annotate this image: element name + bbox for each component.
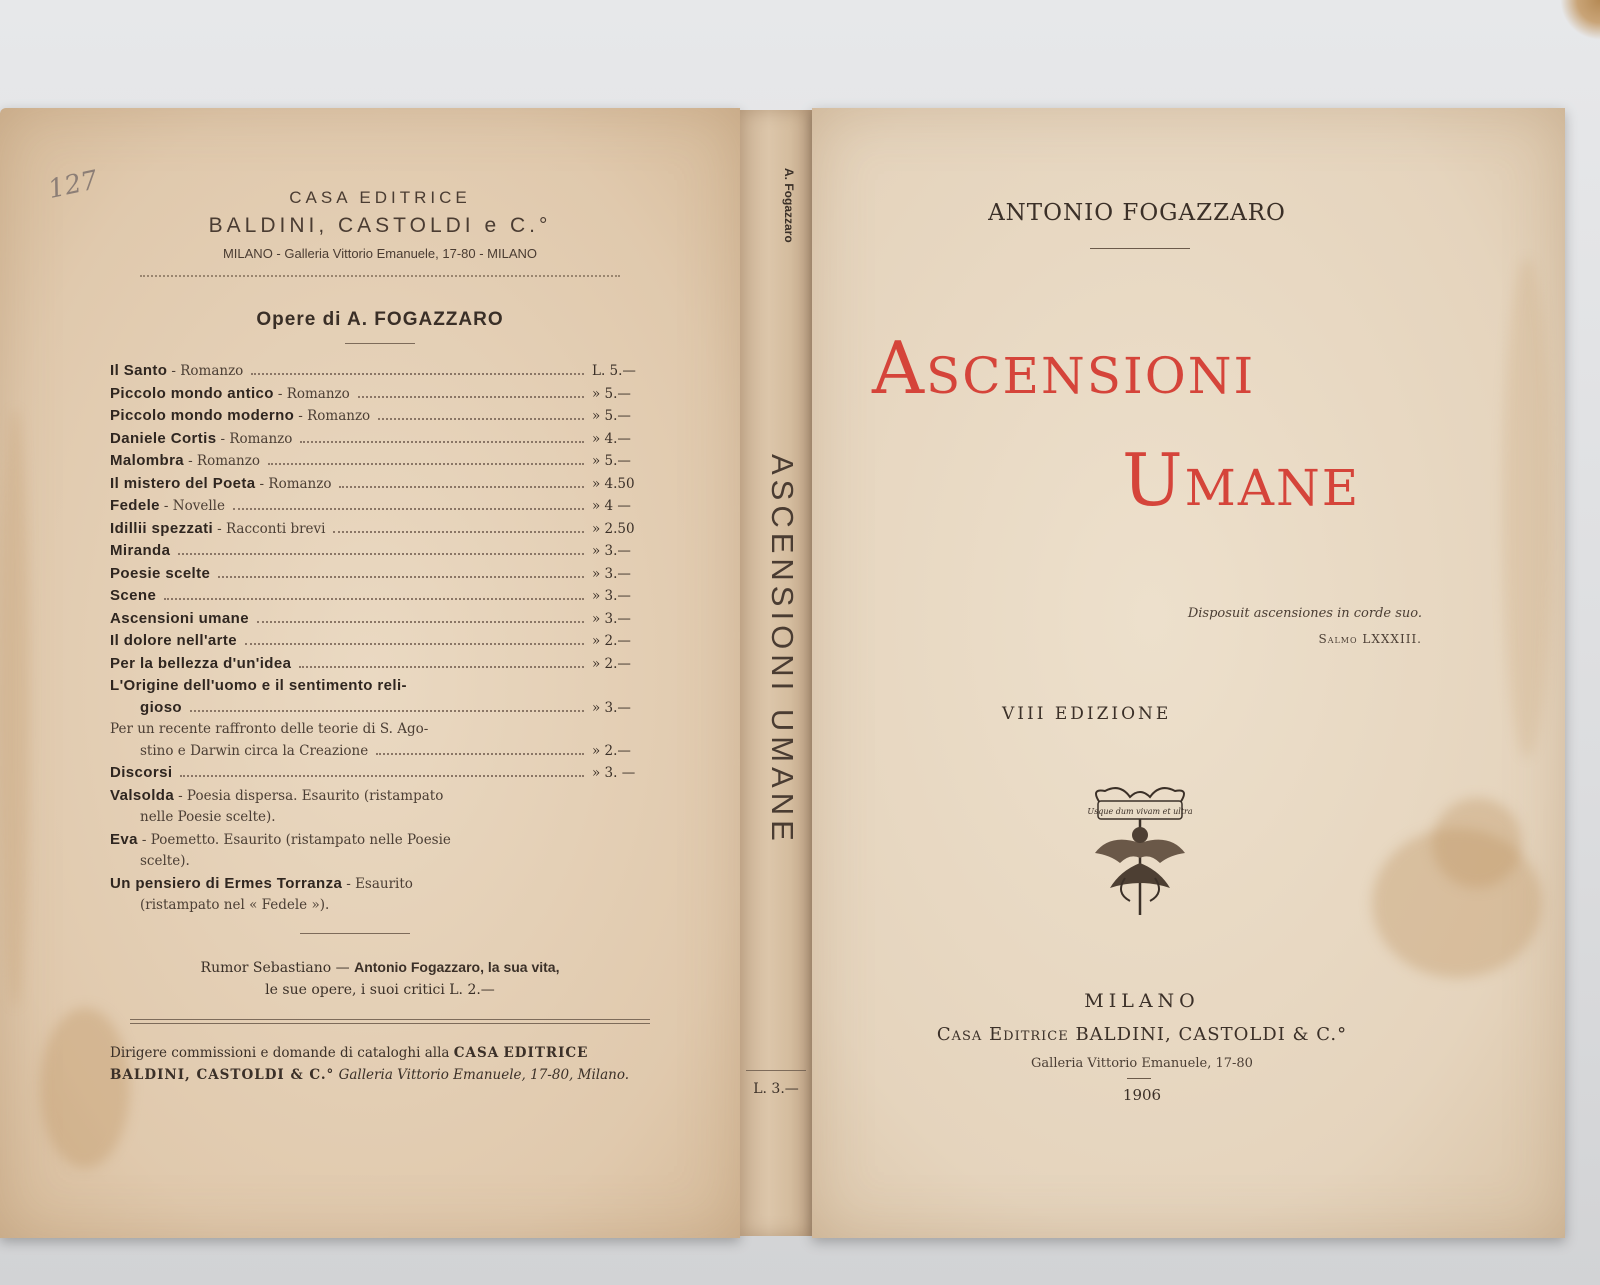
work-price: » 3.—	[592, 588, 631, 604]
work-title: Daniele Cortis	[110, 429, 217, 447]
work-title: Poesie scelte	[110, 564, 211, 582]
stain	[0, 408, 30, 1008]
dot-leader	[233, 508, 584, 510]
dot-leader	[339, 486, 584, 488]
wood-table-corner	[1560, 0, 1600, 40]
work-genre: nelle Poesie scelte).	[140, 809, 276, 825]
work-item	[110, 785, 650, 808]
work-title: Il Santo	[110, 362, 168, 379]
work-genre: (ristampato nel « Fedele »).	[140, 897, 330, 913]
work-item	[110, 518, 650, 541]
dot-leader	[218, 576, 584, 578]
work-title: Un pensiero di Ermes Torranza	[110, 874, 343, 892]
work-title: Valsolda	[110, 786, 175, 804]
dot-leader	[376, 753, 584, 755]
ordering-caps: EDITRICE BALDINI, CASTOLDI & C.°	[110, 1044, 589, 1083]
work-item	[110, 653, 650, 676]
work-genre: - Romanzo	[298, 408, 371, 424]
rumor-line-1	[110, 956, 650, 979]
work-price: » 5.—	[592, 453, 631, 469]
work-price: » 5.—	[592, 408, 631, 424]
back-cover-content	[110, 188, 650, 1086]
spine-price: L. 3.—	[746, 1070, 806, 1110]
work-item	[110, 762, 650, 785]
dot-leader	[268, 463, 584, 465]
work-title: Discorsi	[110, 764, 173, 781]
spine-title: ASCENSIONI UMANE	[765, 454, 800, 846]
work-title: Miranda	[110, 542, 171, 559]
work-item	[110, 360, 650, 383]
dot-leader	[257, 621, 584, 623]
works-list	[110, 360, 650, 917]
work-price: » 3. —	[592, 765, 636, 781]
rumor-title: Antonio Fogazzaro, la sua vita,	[354, 958, 560, 975]
work-title: Idillii spezzati	[110, 519, 214, 537]
work-price: » 5.—	[592, 385, 631, 402]
work-item	[110, 473, 650, 496]
work-title: Per la bellezza d'un'idea	[110, 654, 292, 672]
front-cover	[812, 108, 1565, 1238]
work-price: » 3.—	[592, 699, 631, 716]
ordering-address: Galleria Vittorio Emanuele, 17-80, Milano.	[338, 1066, 630, 1083]
publisher-address: Galleria Vittorio Emanuele, 17-80	[1031, 1056, 1253, 1071]
publisher-name: BALDINI, CASTOLDI e C.°	[208, 214, 552, 237]
dot-leader	[333, 531, 584, 533]
work-genre: - Romanzo	[277, 385, 350, 402]
dot-leader	[300, 441, 584, 443]
dot-leader	[164, 598, 584, 600]
work-item	[110, 675, 650, 697]
work-price: » 2.—	[592, 742, 631, 759]
work-item	[110, 585, 650, 608]
work-item	[110, 405, 650, 428]
ornamental-rule	[140, 269, 620, 277]
work-item-continued	[110, 851, 650, 873]
work-title: Piccolo mondo antico	[110, 384, 274, 402]
rumor-author: Rumor Sebastiano —	[200, 959, 350, 976]
work-genre: - Novelle	[163, 498, 225, 514]
work-item	[110, 450, 650, 473]
book-spine	[740, 110, 812, 1236]
work-title: Ascensioni umane	[110, 609, 249, 627]
work-item	[110, 563, 650, 586]
work-genre: - Romanzo	[259, 475, 332, 492]
work-price: » 4.50	[592, 475, 635, 492]
work-genre: - Romanzo	[188, 453, 260, 469]
rumor-note	[110, 956, 650, 1001]
dot-leader	[358, 396, 584, 398]
work-title: L'Origine dell'uomo e il sentimento reli-	[110, 677, 407, 694]
open-book	[0, 108, 1565, 1238]
spine-author: A. Fogazzaro	[782, 168, 796, 243]
work-price: » 4.—	[592, 430, 631, 447]
work-genre: - Poesia dispersa. Esaurito (ristampato	[178, 787, 444, 804]
author-name: ANTONIO FOGAZZARO	[988, 200, 1286, 226]
work-item	[110, 495, 650, 518]
epigraph: Disposuit ascensiones in corde suo.	[1187, 606, 1422, 621]
back-cover	[0, 108, 740, 1238]
work-title: stino e Darwin circa la Creazione	[140, 742, 369, 759]
divider	[1090, 248, 1190, 249]
divider	[300, 933, 410, 934]
work-item	[110, 829, 650, 852]
work-title: gioso	[140, 698, 182, 716]
work-item	[110, 630, 650, 653]
work-genre: - Poemetto. Esaurito (ristampato nelle Poesie	[141, 831, 451, 848]
ordering-caps: CASA	[453, 1044, 500, 1061]
work-item-continued	[110, 807, 650, 829]
work-price: » 2.—	[592, 655, 631, 672]
book-title-line-1: Ascensioni	[872, 326, 1256, 410]
publisher-address: MILANO - Galleria Vittorio Emanuele, 17-80 - MILANO	[222, 246, 538, 261]
works-heading: Opere di A. FOGAZZARO	[256, 309, 504, 330]
work-genre: - Racconti brevi	[217, 520, 326, 537]
work-genre: - Romanzo	[171, 363, 244, 379]
ordering-text: Dirigere commissioni e domande di cataloghi alla	[110, 1044, 450, 1061]
city: MILANO	[1084, 990, 1200, 1012]
work-item	[110, 719, 650, 741]
front-cover-content	[812, 108, 1565, 1238]
work-item	[110, 428, 650, 451]
work-title: Il mistero del Poeta	[110, 474, 256, 492]
work-price: » 3.—	[592, 565, 631, 582]
work-title: Malombra	[110, 452, 185, 469]
work-genre: - Romanzo	[220, 430, 293, 447]
emblem-motto: Usque dum vivam et ultra	[1087, 807, 1193, 816]
dot-leader	[299, 666, 584, 668]
work-price: L. 5.—	[592, 363, 636, 379]
printer-mark-emblem	[1080, 783, 1200, 923]
work-title: Per un recente raffronto delle teorie di S. Ago-	[110, 721, 429, 737]
work-title: Piccolo mondo moderno	[110, 407, 295, 424]
work-item-continued	[110, 741, 650, 763]
publisher: Casa Editrice BALDINI, CASTOLDI & C.°	[936, 1024, 1348, 1045]
dot-leader	[378, 418, 584, 420]
publisher-header: CASA EDITRICE	[289, 188, 471, 207]
book-title-line-2: Umane	[1122, 438, 1361, 522]
publication-year: 1906	[1122, 1086, 1162, 1104]
edition-label: VIII EDIZIONE	[1002, 704, 1172, 724]
divider	[1127, 1078, 1151, 1079]
double-rule	[130, 1019, 650, 1024]
work-title: Eva	[110, 830, 138, 848]
work-title: Il dolore nell'arte	[110, 632, 238, 649]
work-genre: - Esaurito	[346, 875, 413, 892]
work-item	[110, 540, 650, 563]
work-genre: scelte).	[140, 853, 190, 869]
work-price: » 2.—	[592, 633, 631, 649]
work-title: Scene	[110, 587, 157, 604]
work-item	[110, 873, 650, 896]
work-item-continued	[110, 895, 650, 917]
work-item	[110, 608, 650, 631]
pencil-note: 127	[45, 165, 101, 205]
dot-leader	[178, 553, 584, 555]
work-title: Fedele	[110, 497, 160, 514]
epigraph-source: Salmo LXXXIII.	[1318, 632, 1422, 646]
dot-leader	[245, 643, 584, 645]
work-price: » 3.—	[592, 543, 631, 559]
thistle-emblem-icon	[1080, 783, 1200, 923]
dot-leader	[190, 710, 584, 712]
dot-leader	[251, 373, 584, 375]
work-item	[110, 383, 650, 406]
dot-leader	[180, 775, 584, 777]
ordering-note	[110, 1042, 650, 1086]
work-price: » 4 —	[592, 498, 631, 514]
divider	[345, 343, 415, 344]
work-price: » 2.50	[592, 520, 635, 537]
work-item-continued	[110, 697, 650, 720]
work-price: » 3.—	[592, 610, 631, 627]
rumor-line-2: le sue opere, i suoi critici L. 2.—	[265, 981, 495, 998]
